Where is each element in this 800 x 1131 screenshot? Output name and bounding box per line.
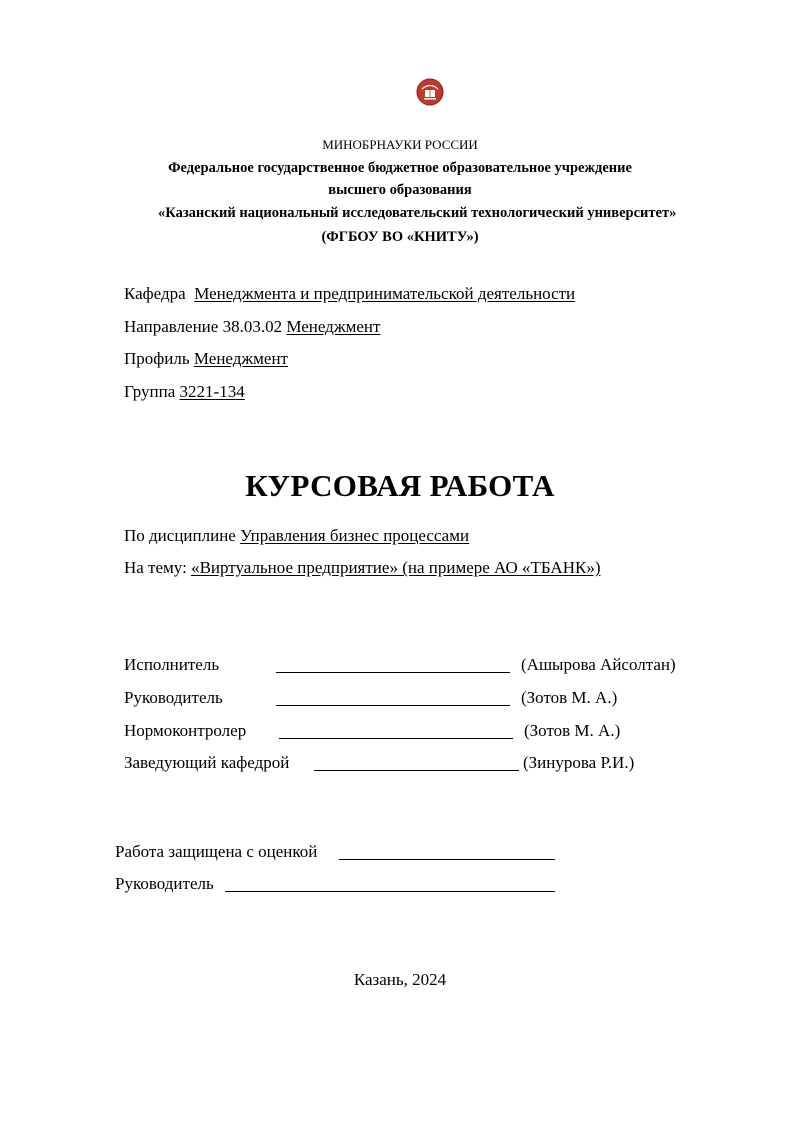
- group-line: [124, 382, 245, 402]
- topic-label: На тему:: [124, 558, 187, 577]
- signature-row-head-of-department: [124, 753, 764, 775]
- signature-name: (Ашырова Айсолтан): [521, 655, 676, 674]
- supervisor-row: [115, 874, 755, 896]
- signature-role: Руководитель: [124, 688, 223, 707]
- group-label: Группа: [124, 382, 176, 401]
- grade-line: [339, 859, 555, 860]
- document-title: КУРСОВАЯ РАБОТА: [245, 468, 555, 503]
- department-value: Менеджмента и предпринимательской деятельности: [194, 284, 576, 303]
- direction-value: Менеджмент: [286, 317, 381, 336]
- signature-name: (Зотов М. А.): [521, 688, 618, 707]
- profile-value: Менеджмент: [193, 349, 288, 368]
- signature-role: Заведующий кафедрой: [124, 753, 290, 772]
- grade-label: Работа защищена с оценкой: [115, 842, 318, 861]
- discipline-value: Управления бизнес процессами: [240, 526, 470, 545]
- signature-line: [279, 738, 513, 739]
- supervisor-label: Руководитель: [115, 874, 214, 893]
- ministry-name: МИНОБРНАУКИ РОССИИ: [322, 137, 478, 152]
- direction-label: Направление 38.03.02: [124, 317, 283, 336]
- city-year: Казань, 2024: [353, 970, 447, 989]
- university-name: «Казанский национальный исследовательский технологический университет»: [158, 205, 677, 221]
- signature-role: Нормоконтролер: [124, 721, 247, 740]
- university-logo-icon: [416, 78, 444, 106]
- topic-line: [124, 558, 600, 578]
- signature-row-executor: [124, 655, 764, 677]
- university-abbreviation: (ФГБОУ ВО «КНИТУ»): [321, 229, 479, 245]
- supervisor-line: [225, 891, 555, 892]
- profile-label: Профиль: [124, 349, 190, 368]
- signature-line: [276, 672, 510, 673]
- signature-name: (Зинурова Р.И.): [523, 753, 635, 772]
- profile-line: [124, 349, 288, 369]
- signature-row-supervisor: [124, 688, 764, 710]
- topic-value: «Виртуальное предприятие» (на примере АО «ТБАНК»): [191, 558, 601, 577]
- signature-line: [276, 705, 510, 706]
- discipline-label: По дисциплине: [124, 526, 236, 545]
- department-line: [124, 284, 575, 304]
- signature-row-normcontroller: [124, 721, 764, 743]
- education-level: высшего образования: [328, 182, 472, 198]
- discipline-line: [124, 526, 469, 546]
- signature-name: (Зотов М. А.): [524, 721, 621, 740]
- signature-role: Исполнитель: [124, 655, 220, 674]
- department-label: Кафедра: [124, 284, 186, 303]
- grade-row: [115, 842, 755, 864]
- signature-line: [314, 770, 519, 771]
- group-value: 3221-134: [179, 382, 245, 401]
- direction-line: [124, 317, 380, 337]
- institution-type: Федеральное государственное бюджетное образовательное учреждение: [168, 160, 632, 176]
